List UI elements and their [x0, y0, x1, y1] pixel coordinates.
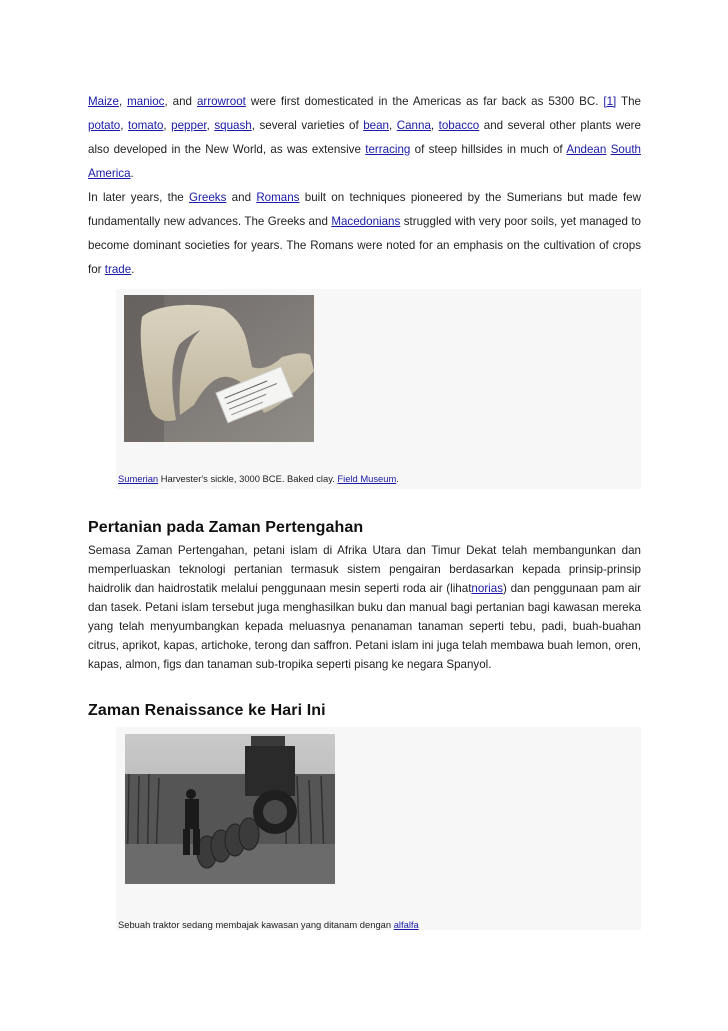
heading-renaissance: Zaman Renaissance ke Hari Ini	[88, 702, 326, 719]
paragraph-americas	[88, 90, 641, 186]
paragraph-greeks-romans	[88, 186, 641, 282]
inline-link[interactable]: [1]	[603, 95, 617, 108]
text-run: Sebuah traktor sedang membajak kawasan yang ditanam dengan	[118, 919, 394, 930]
text-run: ,	[430, 119, 439, 132]
document-page	[88, 90, 641, 930]
text-run: ,	[118, 95, 128, 108]
text-run: ,	[389, 119, 397, 132]
text-run: built on techniques pioneered by the Sumerians but made few fundamentally new advances. The Greeks and	[88, 191, 642, 228]
paragraph-middle-ages	[88, 541, 641, 674]
inline-link[interactable]: Canna	[396, 119, 431, 132]
tractor-photo	[125, 734, 335, 884]
inline-link[interactable]: norias	[471, 582, 503, 595]
sickle-image	[124, 295, 314, 442]
text-run: struggled with very poor soils, yet managed to become dominant societies for years. The Romans were noted for an emphasis on the cultivation of crops for	[88, 215, 641, 276]
inline-link[interactable]: trade	[104, 263, 132, 276]
inline-link[interactable]: South America	[88, 143, 641, 180]
inline-link[interactable]: tomato	[127, 119, 164, 132]
text-run: ,	[206, 119, 215, 132]
text-run: .	[131, 263, 135, 276]
inline-link[interactable]: pepper	[171, 119, 207, 132]
inline-link[interactable]: alfalfa	[393, 919, 419, 930]
text-run: Semasa Zaman Pertengahan, petani islam di Afrika Utara dan Timur Dekat telah membangunkan dan memperluaskan teknologi pertanian termasuk sistem pengairan berdasarkan kepada prinsip-prinsip haidrolik dan haidrostatik melalui penggunaan mesin seperti roda air (lihat	[88, 544, 641, 595]
inline-link[interactable]: Greeks	[189, 191, 227, 204]
text-run: were first domesticated in the Americas as far back as 5300 BC.	[245, 95, 604, 108]
text-run: and several other plants were also developed in the New World, as was extensive	[88, 119, 641, 156]
sickle-photo	[124, 295, 314, 442]
text-run: and	[226, 191, 257, 204]
inline-link[interactable]: tobacco	[438, 119, 480, 132]
figure-sickle	[116, 289, 641, 489]
inline-link[interactable]: arrowroot	[196, 95, 246, 108]
inline-link[interactable]: Romans	[256, 191, 300, 204]
figure-caption-tractor	[118, 919, 419, 930]
text-run: ) dan penggunaan pam air dan tasek. Petani islam tersebut juga menghasilkan buku dan manual bagi pertanian bagi kawasan mereka yang telah menyumbangkan kepada meluasnya penanaman tanaman seperti tebu, padi, buah-buahan citrus, aprikot, kapas, artichoke, terong dan saffron. Petani islam ini juga telah membawa buah lemon, oren, kapas, almon, figs dan tanaman sub-tropika seperti pisang ke negara Spanyol.	[88, 582, 641, 671]
inline-link[interactable]: Macedonians	[331, 215, 401, 228]
inline-link[interactable]: squash	[214, 119, 252, 132]
inline-link[interactable]: terracing	[365, 143, 411, 156]
text-run: of steep hillsides in much of	[410, 143, 567, 156]
inline-link[interactable]: Sumerian	[118, 473, 159, 484]
text-run: .	[396, 473, 399, 484]
text-run: , several varieties of	[251, 119, 364, 132]
text-run: , and	[164, 95, 197, 108]
text-run: The	[616, 95, 641, 108]
inline-link[interactable]: manioc	[127, 95, 165, 108]
heading-middle-ages: Pertanian pada Zaman Pertengahan	[88, 519, 364, 536]
text-run: Harvester's sickle, 3000 BCE. Baked clay.	[158, 473, 338, 484]
text-run: ,	[120, 119, 128, 132]
inline-link[interactable]: Field Museum	[337, 473, 397, 484]
tractor-image	[125, 734, 335, 884]
inline-link[interactable]: Maize	[88, 95, 119, 108]
text-run: In later years, the	[88, 191, 190, 204]
figure-caption-sickle	[118, 473, 399, 484]
inline-link[interactable]: bean	[363, 119, 389, 132]
inline-link[interactable]: potato	[88, 119, 121, 132]
figure-tractor	[116, 727, 641, 930]
inline-link[interactable]: Andean	[566, 143, 607, 156]
text-run: ,	[163, 119, 172, 132]
text-run: .	[130, 167, 134, 180]
